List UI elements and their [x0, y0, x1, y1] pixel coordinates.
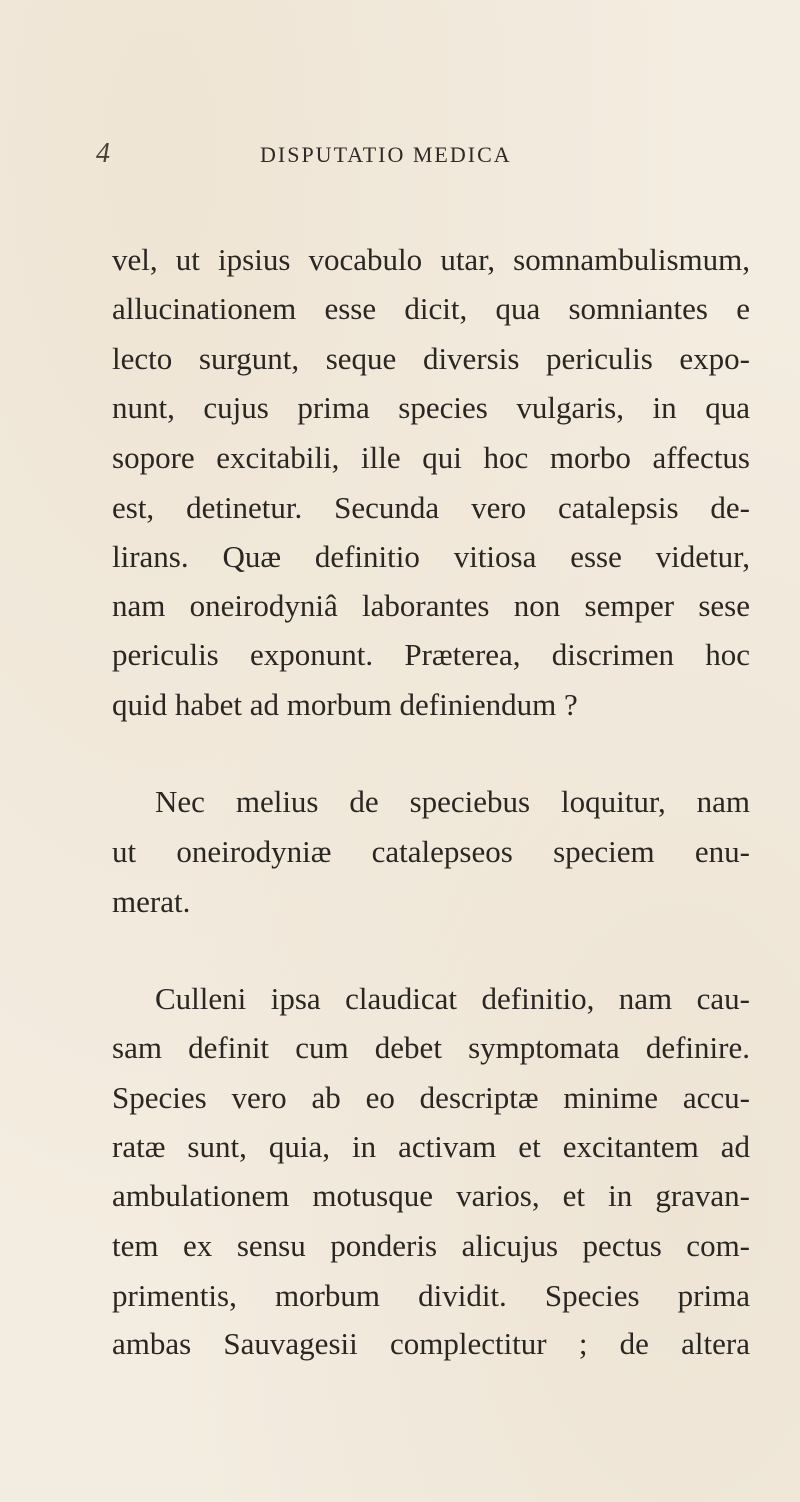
text-line: vel, ut ipsius vocabulo utar, somnambulismum, [112, 242, 750, 277]
text-line: Culleni ipsa claudicat definitio, nam cau- [155, 981, 750, 1016]
text-line: allucinationem esse dicit, qua somniantes e [112, 291, 750, 326]
text-line: lecto surgunt, seque diversis periculis expo- [112, 341, 750, 376]
text-line: Nec melius de speciebus loquitur, nam [155, 784, 750, 819]
text-line: quid habet ad morbum definiendum ? [112, 687, 578, 722]
text-line: ambas Sauvagesii complectitur ; de altera [112, 1326, 750, 1361]
text-line: periculis exponunt. Præterea, discrimen hoc [112, 637, 750, 672]
text-line: primentis, morbum dividit. Species prima [112, 1278, 750, 1313]
text-line: Species vero ab eo descriptæ minime accu- [112, 1080, 750, 1115]
text-line: ut oneirodyniæ catalepseos speciem enu- [112, 834, 750, 869]
running-head: DISPUTATIO MEDICA [260, 142, 512, 167]
text-line: merat. [112, 884, 191, 919]
text-line: ratæ sunt, quia, in activam et excitantem ad [112, 1129, 750, 1164]
text-line: tem ex sensu ponderis alicujus pectus com- [112, 1228, 750, 1263]
text-line: ambulationem motusque varios, et in gravan- [112, 1178, 750, 1213]
text-line: est, detinetur. Secunda vero catalepsis de- [112, 490, 750, 525]
text-line: sam definit cum debet symptomata definire. [112, 1030, 750, 1065]
text-line: sopore excitabili, ille qui hoc morbo affectus [112, 440, 750, 475]
text-line: lirans. Quæ definitio vitiosa esse videtur, [112, 539, 750, 574]
page-number: 4 [96, 138, 110, 169]
text-line: nunt, cujus prima species vulgaris, in qua [112, 390, 750, 425]
text-line: nam oneirodyniâ laborantes non semper sese [112, 588, 750, 623]
page-header [0, 134, 800, 174]
